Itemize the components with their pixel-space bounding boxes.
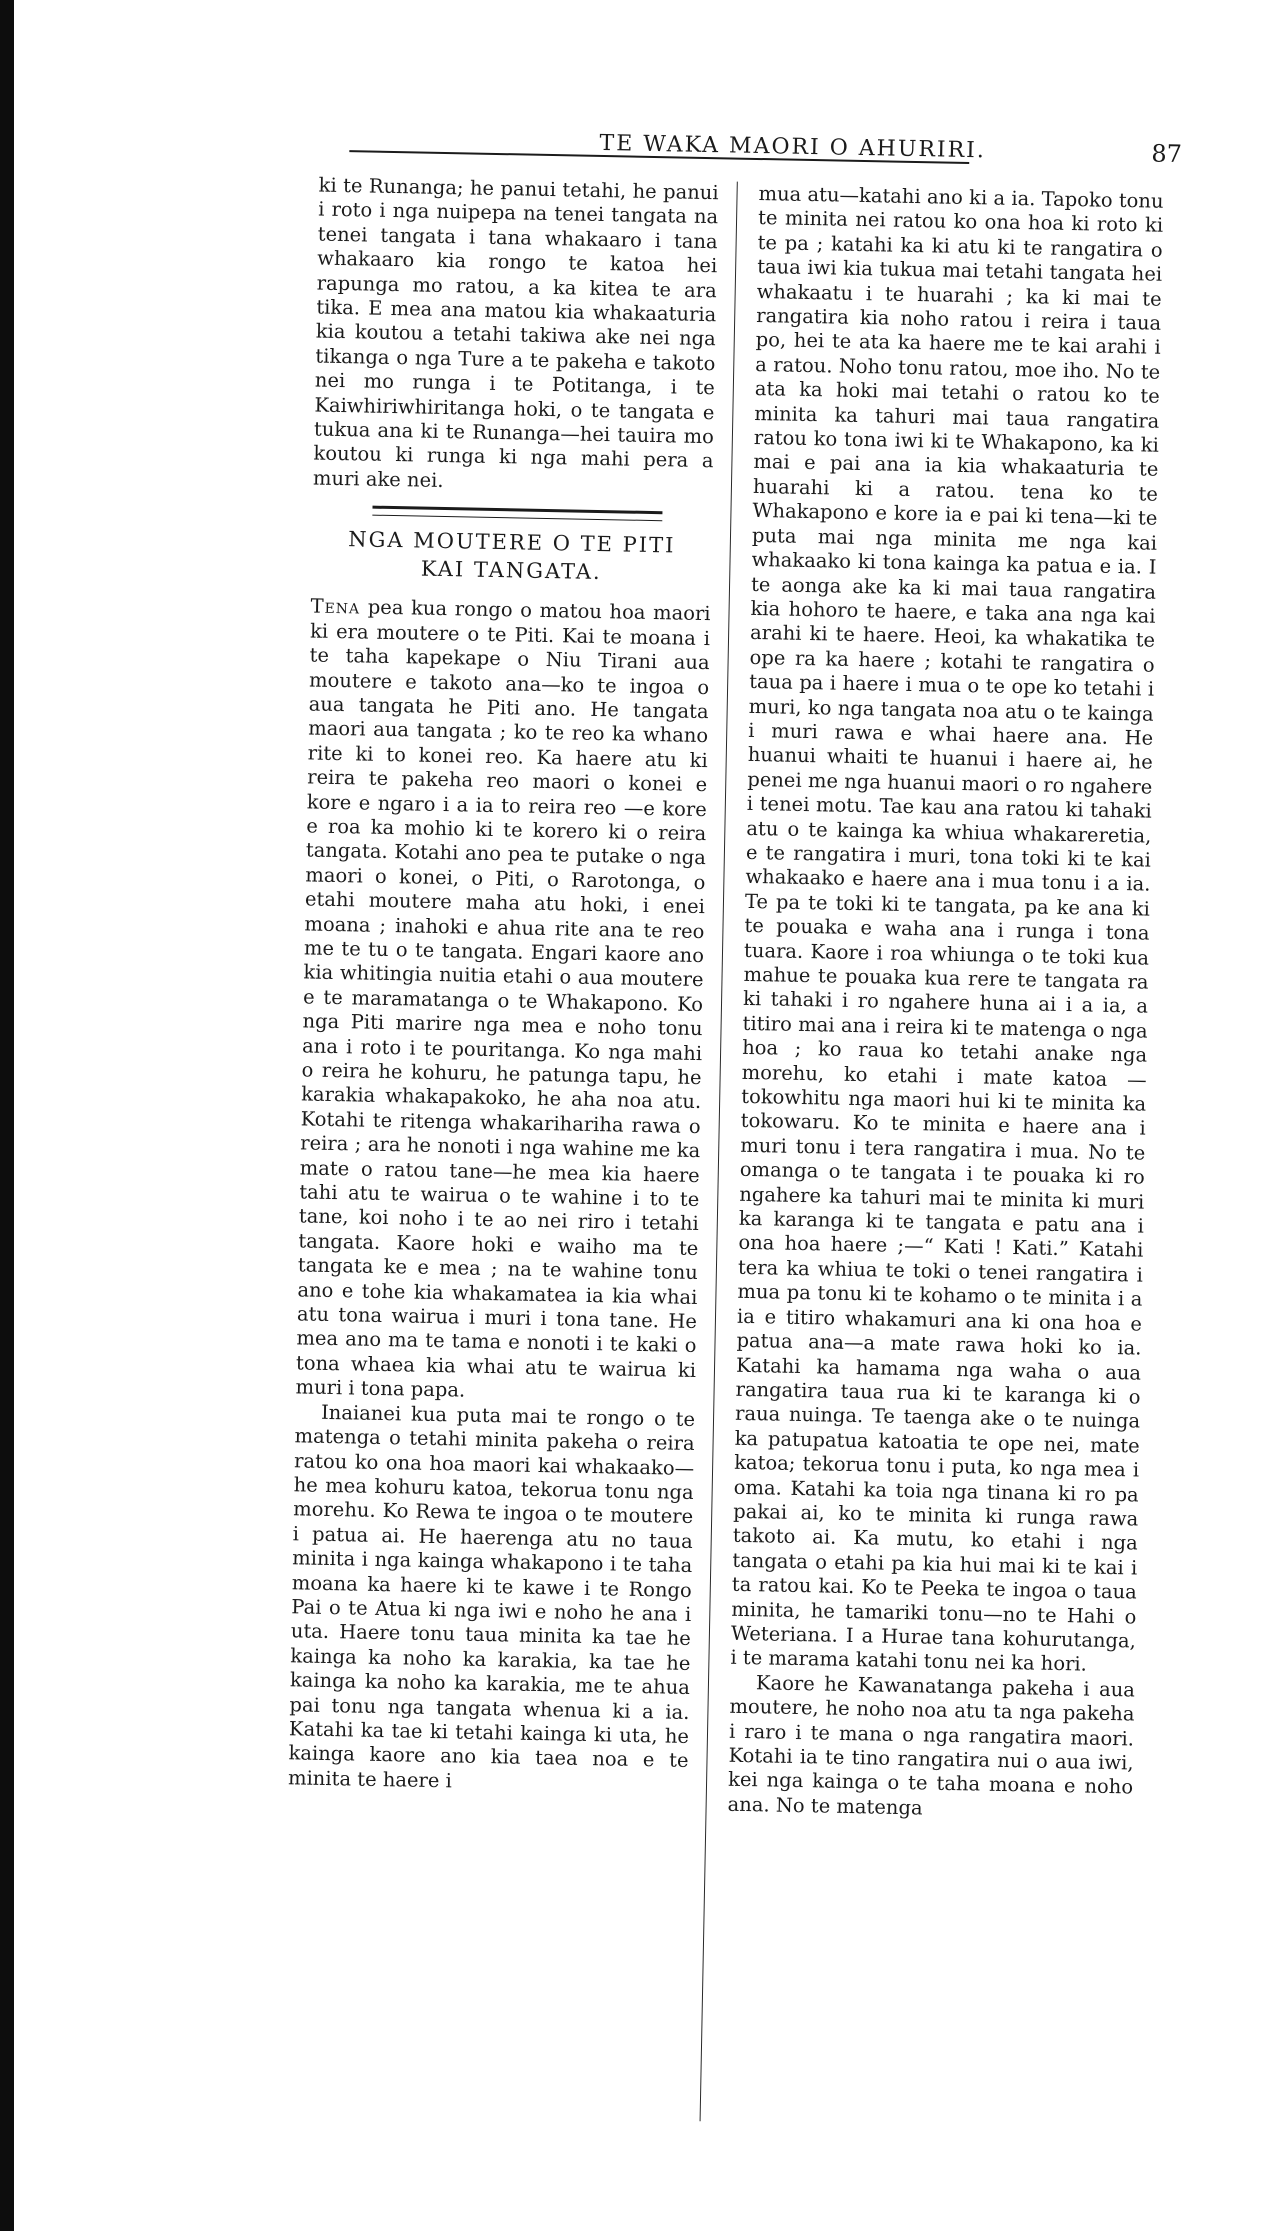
section-title-line1: NGA MOUTERE O TE PITI — [348, 527, 676, 558]
page-spine-shadow — [0, 0, 14, 2231]
newspaper-page — [261, 111, 1220, 2188]
section-separator — [372, 506, 662, 522]
article-paragraph-1 — [295, 595, 710, 1408]
right-column — [727, 182, 1163, 1825]
article-lead-word: Tena — [310, 594, 361, 619]
article-paragraph-3: mua atu—katahi ano ki a ia. Tapoko tonu te minita nei ratou ko ona hoa ki roto ki te pa ; katahi ka ki atu ki te rangatira o taua iwi kia tukua mai tetahi tangata hei whakaatu i te huarahi ; ka ki mai te rangatira kia noho ratou i reira i taua po, hei te ata ka haere me te kai arahi i a ratou. Noho tonu ratou, moe iho. No te ata ka hoki mai tetahi o ratou ko te minita ka tahuri mai taua rangatira ratou ko tona iwi ki te Whakapono, ka ki mai e pai ana ia kia whakaaturia te huarahi ki a ratou. tena ko te Whakapono e kore ia e pai ki tena—ki te puta mai nga minita me nga kai whakaako ki tona kainga ka patua e ia. I te aonga ake ka ki mai taua rangatira kia hohoro te haere, e taka ana nga kai arahi ki te haere. Heoi, ka whakatika te ope ra ka haere ; kotahi te rangatira o taua pa i haere i mua o te ope ko tetahi i muri, ko nga tangata noa atu o te kainga i muri rawa e whai haere ana. He huanui whaiti te huanui i haere ai, he penei me nga huanui maori o ro ngahere i tenei motu. Tae kau ana ratou ki tahaki atu o te kainga ka whiua whakareretia, e te rangatira i muri, tona toki ki te kai whakaako e haere ana i mua tonu i a ia. Te pa te toki ki te tangata, pa ke ana ki te pouaka e waha ana i runga i tona tuara. Kaore i roa whiunga o te toki kua mahue te pouaka kua rere te tangata ra ki tahaki i ro ngahere huna ai i a ia, a titiro mai ana i reira ki te matenga o nga hoa ; ko raua ko tetahi anake nga morehu, ko etahi i mate katoa —tokowhitu nga maori hui ki te minita ka tokowaru. Ko te minita e haere ana i muri tonu i tera rangatira i mua. No te omanga o te tangata i te pouaka ki ro ngahere ka tahuri mai te minita ki muri ka karanga ki te tangata e patu ana i ona hoa haere ;—“ Kati ! Kati.” Katahi tera ka whiua te toki o tenei rangatira i mua pa tonu ki te kohamo o te minita i a ia e titiro whakamuri ana ki ona hoa e patua ana—a mate rawa hoki ko ia. Katahi ka hamama nga waha o aua rangatira taua rua ki te karanga ki o raua nuinga. Te taenga ake o te nuinga ka patupatua katoatia te ope nei, mate katoa; tekorua tonu i puta, ko nga mea i oma. Katahi ka toia nga tinana ki ro pa pakai ai, ko te minita ki runga rawa takoto ai. Ka mutu, ko etahi i nga tangata o etahi pa kia hui mai ki te kai i ta ratou kai. Ko te Peeka te ingoa o taua minita, he tamariki tonu—no te Hahi o Weteriana. I a Hurae tana kohurutanga, i te marama katahi tonu nei ka hori. — [730, 181, 1164, 1676]
page-number: 87 — [1151, 139, 1183, 169]
left-column — [288, 174, 719, 1799]
section-title — [311, 525, 712, 589]
section-title-line2: KAI TANGATA. — [420, 556, 602, 585]
article-paragraph-2: Inaianei kua puta mai te rongo o te matenga o tetahi minita pakeha o reira ratou ko ona hoa maori kai whakaako—he mea kohuru katoa, tekorua tonu nga morehu. Ko Rewa te ingoa o te moutere i patua ai. He haerenga atu no taua minita i nga kainga whakapono i te taha moana ka haere ki te kawe i te Rongo Pai o te Atua ki nga iwi e noho he ana i uta. Haere tonu taua minita ka tae he kainga ka noho ka karakia, ka tae he kainga ka noho ka karakia, me te ahua pai tonu nga tangata whenua ki a ia. Katahi ka tae ki tetahi kainga ki uta, he kainga kaore ano kia taea noa e te minita te haere i — [287, 1400, 696, 1793]
article-paragraph-1-text: pea kua rongo o matou hoa maori ki era moutere o te Piti. Kai te moana i te taha kapekape o Niu Tirani aua moutere e takoto ana—ko te ingoa o aua tangata he Piti ano. He tangata maori aua tangata ; ko te reo ka whano rite ki to konei reo. Ka haere atu ki reira te pakeha reo maori o konei e kore e ngaro i a ia to reira reo —e kore e roa ka mohio ki te korero ki o reira tangata. Kotahi ano pea te putake o nga maori o konei, o Piti, o Rarotonga, o etahi moutere maha atu hoki, i enei moana ; inahoki e ahua rite ana te reo me te tu o te tangata. Engari kaore ano kia whitingia nuitia etahi o aua moutere e te maramatanga o te Whakapono. Ko nga Piti marire nga mea e noho tonu ana i roto i te pouritanga. Ko nga mahi o reira he kohuru, he patunga tapu, he karakia whakapakoko, he aha noa atu. Kotahi te ritenga whakarihariha rawa o reira ; ara he nonoti i nga wahine me ka mate o ratou tane—he mea kia haere tahi atu te wairua o te wahine i to te tane, koi noho i te ao nei riro i tetahi tangata. Kaore hoki e waiho ma te tangata ke e mea ; na te wahine tonu ano e tohe kia whakamatea ia kia whai atu tona wairua i muri i tona tane. He mea ano ma te tama e nonoti i te kaki o tona whaea kia whai atu te wairua ki muri i tona papa. — [295, 595, 711, 1402]
intro-paragraph: ki te Runanga; he panui tetahi, he panui i roto i nga nuipepa na tenei tangata na tenei tangata i tana whakaaro i tana whakaaro kia rongo te katoa hei rapunga mo ratou, a ka kitea te ara tika. E mea ana matou kia whakaaturia kia koutou a tetahi takiwa ake nei nga tikanga o nga Ture a te pakeha e takoto nei mo runga i te Potitanga, i te Kaiwhiriwhiritanga hoki, o te tangata e tukua ana ki te Runanga—hei tauira mo koutou ki runga ki nga mahi pera a muri ake nei. — [312, 173, 719, 492]
masthead-title: TE WAKA MAORI O AHURIRI. — [599, 130, 987, 164]
article-paragraph-4: Kaore he Kawanatanga pakeha i aua moutere, he noho noa atu ta nga pakeha i raro i te mana o nga rangatira maori. Kotahi ia te tino rangatira nui o aua iwi, kei nga kainga o te taha moana e noho ana. No te matenga — [727, 1670, 1136, 1820]
